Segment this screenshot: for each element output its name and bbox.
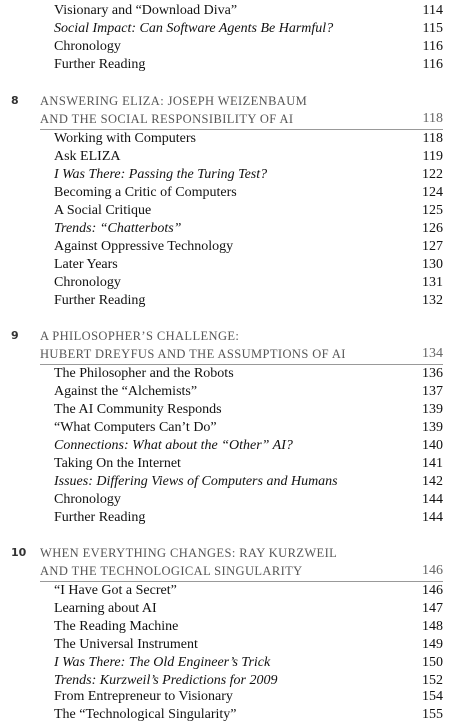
- toc-entry-title: Further Reading: [54, 293, 146, 308]
- toc-entry-page: 125: [422, 203, 443, 218]
- toc-entry-page: 142: [422, 474, 443, 489]
- toc-entry-title: A Social Critique: [54, 203, 152, 218]
- toc-entry: [54, 148, 443, 166]
- toc-entry: [54, 202, 443, 220]
- chapter-title-line-2: AND THE SOCIAL RESPONSIBILITY OF AI: [40, 112, 294, 126]
- toc-entry-title: Later Years: [54, 257, 118, 272]
- toc-entry: [54, 618, 443, 636]
- toc-entry-title: I Was There: Passing the Turing Test?: [54, 167, 268, 182]
- toc-entry: [54, 688, 443, 706]
- toc-entry-title: Working with Computers: [54, 131, 196, 146]
- toc-entry-page: 149: [422, 637, 443, 652]
- toc-entry-page: 124: [422, 185, 443, 200]
- toc-entry-title: “I Have Got a Secret”: [54, 583, 177, 598]
- toc-entry-page: 122: [422, 167, 443, 182]
- toc-entry-title: Learning about AI: [54, 601, 157, 616]
- toc-entry: [54, 706, 443, 724]
- toc-entry-page: 144: [422, 492, 443, 507]
- toc-entry-page: 147: [422, 601, 443, 616]
- chapter-page: 146: [422, 563, 443, 578]
- toc-entry-page: 132: [422, 293, 443, 308]
- toc-entry: [54, 220, 443, 238]
- toc-entry-page: 118: [422, 131, 443, 146]
- chapter-title-line-1: ANSWERING ELIZA: JOSEPH WEIZENBAUM: [40, 94, 308, 108]
- chapter-number: 10: [11, 546, 27, 559]
- chapter-page: 134: [422, 346, 443, 361]
- toc-entry: [54, 437, 443, 455]
- toc-entry-page: 130: [422, 257, 443, 272]
- toc-entry-page: 146: [422, 583, 443, 598]
- toc-entry-title: I Was There: The Old Engineer’s Trick: [54, 655, 271, 670]
- chapter-title-line-2: AND THE TECHNOLOGICAL SINGULARITY: [40, 564, 303, 578]
- toc-entry: [54, 401, 443, 419]
- toc-entry-page: 141: [422, 456, 443, 471]
- toc-entry: [54, 600, 443, 618]
- toc-entry-title: Against the “Alchemists”: [54, 384, 198, 399]
- toc-entry: [54, 654, 443, 672]
- toc-entry-page: 119: [422, 149, 443, 164]
- toc-entry-page: 139: [422, 420, 443, 435]
- toc-entry: [54, 365, 443, 383]
- toc-entry: [54, 166, 443, 184]
- toc-entry-title: The AI Community Responds: [54, 402, 222, 417]
- toc-entry-page: 150: [422, 655, 443, 670]
- chapter-page: 118: [422, 111, 443, 126]
- toc-entry: [54, 292, 443, 310]
- toc-entry-page: 144: [422, 510, 443, 525]
- toc-entry-page: 152: [422, 673, 443, 688]
- chapter-title-line-2: HUBERT DREYFUS AND THE ASSUMPTIONS OF AI: [40, 347, 346, 361]
- toc-entry-page: 148: [422, 619, 443, 634]
- toc-entry-title: Chronology: [54, 275, 121, 290]
- toc-entry: [54, 256, 443, 274]
- toc-entry-title: Social Impact: Can Software Agents Be Harmful?: [54, 21, 334, 36]
- toc-entry: [54, 38, 443, 56]
- chapter-title-line-1: A PHILOSOPHER’S CHALLENGE:: [40, 329, 240, 343]
- toc-entry-title: Ask ELIZA: [54, 149, 121, 164]
- toc-entry-page: 131: [422, 275, 443, 290]
- toc-entry-title: Visionary and “Download Diva”: [54, 3, 238, 18]
- toc-entry-page: 137: [422, 384, 443, 399]
- toc-entry-title: Trends: “Chatterbots”: [54, 221, 182, 236]
- toc-entry-title: Chronology: [54, 39, 121, 54]
- toc-entry-page: 140: [422, 438, 443, 453]
- toc-entry-page: 127: [422, 239, 443, 254]
- toc-entry: [54, 184, 443, 202]
- toc-entry-page: 116: [422, 57, 443, 72]
- toc-entry-title: The Reading Machine: [54, 619, 179, 634]
- chapter-title-line-1: WHEN EVERYTHING CHANGES: RAY KURZWEIL: [40, 546, 338, 560]
- chapter-number: 8: [11, 94, 19, 107]
- toc-entry-page: 116: [422, 39, 443, 54]
- toc-entry-title: Against Oppressive Technology: [54, 239, 234, 254]
- toc-entry-title: The Philosopher and the Robots: [54, 366, 234, 381]
- toc-entry: [54, 419, 443, 437]
- toc-entry: [54, 582, 443, 600]
- toc-entry-title: The “Technological Singularity”: [54, 707, 237, 722]
- toc-entry: [54, 509, 443, 527]
- toc-entry-page: 139: [422, 402, 443, 417]
- toc-entry-title: Taking On the Internet: [54, 456, 181, 471]
- toc-entry: [54, 491, 443, 509]
- toc-entry-title: Further Reading: [54, 57, 146, 72]
- toc-entry-title: Chronology: [54, 492, 121, 507]
- toc-entry: [54, 238, 443, 256]
- toc-entry-title: From Entrepreneur to Visionary: [54, 689, 233, 704]
- toc-entry: [54, 636, 443, 654]
- toc-entry-title: Trends: Kurzweil’s Predictions for 2009: [54, 673, 278, 688]
- toc-entry: [54, 130, 443, 148]
- toc-entry-page: 114: [422, 3, 443, 18]
- toc-entry-title: The Universal Instrument: [54, 637, 198, 652]
- toc-entry: [54, 20, 443, 38]
- toc-entry: [54, 56, 443, 74]
- toc-entry-page: 136: [422, 366, 443, 381]
- toc-entry-title: “What Computers Can’t Do”: [54, 420, 217, 435]
- toc-entry: [54, 274, 443, 292]
- toc-entry-page: 155: [422, 707, 443, 722]
- toc-entry-title: Issues: Differing Views of Computers and Humans: [54, 474, 338, 489]
- toc-entry-title: Connections: What about the “Other” AI?: [54, 438, 293, 453]
- toc-entry-page: 154: [422, 689, 443, 704]
- toc-entry-page: 115: [422, 21, 443, 36]
- toc-entry-title: Further Reading: [54, 510, 146, 525]
- toc-entry: [54, 383, 443, 401]
- toc-entry: [54, 2, 443, 20]
- toc-entry-page: 126: [422, 221, 443, 236]
- toc-entry: [54, 455, 443, 473]
- chapter-number: 9: [11, 329, 19, 342]
- toc-entry-title: Becoming a Critic of Computers: [54, 185, 237, 200]
- toc-entry: [54, 473, 443, 491]
